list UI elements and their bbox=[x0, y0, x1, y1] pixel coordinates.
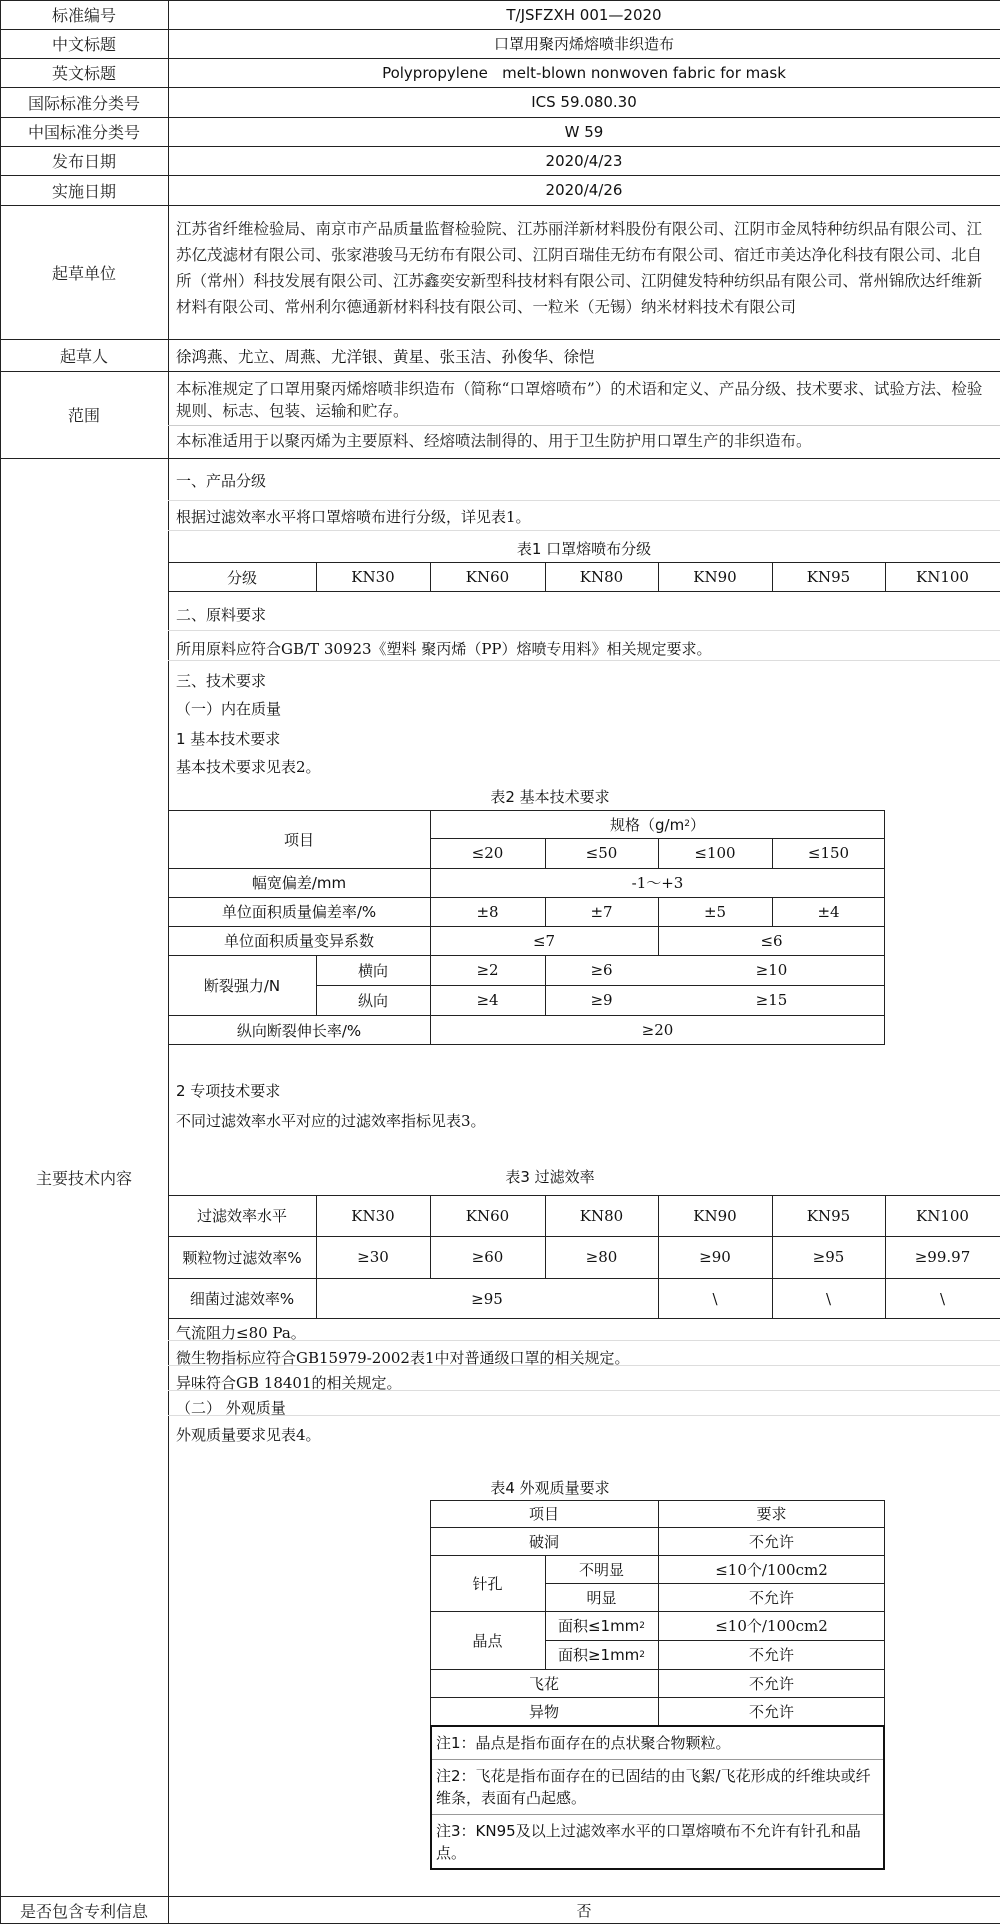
table-3-cell: KN60 bbox=[465, 1206, 510, 1225]
meta-value-english-title: Polypropylene melt-blown nonwoven fabric for mask bbox=[382, 63, 786, 82]
section-3-2-heading: （二） 外观质量 bbox=[176, 1399, 286, 1417]
air-resistance-text: 气流阻力≤80 Pa。 bbox=[176, 1324, 306, 1342]
table-3-cell: ≥95 bbox=[471, 1289, 503, 1308]
table-2-spec-end: ） bbox=[689, 815, 705, 834]
table-2-cell: ≥20 bbox=[641, 1021, 674, 1039]
scope-paragraph-2: 本标准适用于以聚丙烯为主要原料、经熔喷法制得的、用于卫生防护用口罩生产的非织造布。 bbox=[176, 432, 812, 450]
meta-value-standard-number: T/JSFZXH 001—2020 bbox=[506, 5, 662, 24]
section-1-text: 根据过滤效率水平将口罩熔喷布进行分级，详见表1。 bbox=[176, 508, 531, 526]
table-3-cell: 颗粒物过滤效率% bbox=[182, 1248, 302, 1267]
meta-label-publish-date: 发布日期 bbox=[51, 152, 116, 171]
meta-label-ics: 国际标准分类号 bbox=[27, 93, 140, 113]
table-2-cell: ≥15 bbox=[755, 991, 788, 1009]
drafters-text: 徐鸿燕、尤立、周燕、尤洋银、黄星、张玉洁、孙俊华、徐恺 bbox=[176, 348, 595, 366]
table-3-cell: ≥90 bbox=[699, 1248, 731, 1266]
table-3-cell: KN95 bbox=[806, 1206, 851, 1225]
table-4-sup: 2 bbox=[639, 1649, 646, 1660]
table-4-cell: 不明显 bbox=[578, 1560, 624, 1579]
table-3-title: 表3 过滤效率 bbox=[505, 1167, 595, 1186]
table-4-title: 表4 外观质量要求 bbox=[490, 1478, 610, 1497]
meta-value-ccs: W 59 bbox=[564, 122, 604, 141]
table-3-cell: \ bbox=[825, 1289, 832, 1308]
table-3-cell: KN90 bbox=[693, 1206, 737, 1225]
table-4-cell: 不允许 bbox=[748, 1532, 794, 1551]
table-2-cell: ≤7 bbox=[532, 931, 556, 950]
table-4-cell: ≤10个/100cm2 bbox=[715, 1560, 828, 1579]
section-3-1-1-heading: 1 基本技术要求 bbox=[176, 730, 281, 748]
table-4-cell: 晶点 bbox=[472, 1631, 503, 1650]
table-1-cell: KN80 bbox=[579, 568, 624, 586]
table-2-col: ≤20 bbox=[471, 844, 504, 862]
table-2-cell: ±7 bbox=[590, 902, 613, 921]
table-4-cell bbox=[545, 1640, 658, 1669]
table-4-note-1: 注1：晶点是指布面存在的点状聚合物颗粒。 bbox=[436, 1734, 731, 1752]
table-3-cell: 细菌过滤效率% bbox=[189, 1290, 295, 1308]
table-2-cell: ≥6 bbox=[590, 961, 613, 979]
table-2-cell: ≥10 bbox=[755, 961, 788, 979]
patent-value: 否 bbox=[576, 1901, 592, 1920]
table-2-cell: ±4 bbox=[817, 902, 840, 921]
meta-value-ics: ICS 59.080.30 bbox=[531, 93, 637, 111]
table-2-row-label: 单位面积质量偏差率/% bbox=[221, 903, 377, 921]
table-2-cell: ≥2 bbox=[476, 961, 499, 979]
table-1-cell: KN30 bbox=[351, 568, 395, 586]
table-1-cell: KN100 bbox=[916, 568, 969, 586]
table-2-cell: -1～+3 bbox=[631, 874, 684, 892]
patent-label: 是否包含专利信息 bbox=[19, 1901, 148, 1921]
section-3-heading: 三、技术要求 bbox=[176, 672, 267, 690]
table-2-row-label: 纵向断裂伸长率/% bbox=[236, 1021, 362, 1040]
table-2-col: ≤50 bbox=[585, 844, 618, 862]
table-3-cell: KN80 bbox=[579, 1206, 624, 1225]
microbial-text: 微生物指标应符合GB15979-2002表1中对普通级口罩的相关规定。 bbox=[176, 1349, 630, 1367]
section-3-1-2-text: 不同过滤效率水平对应的过滤效率指标见表3。 bbox=[176, 1112, 486, 1130]
table-4-crystal-a: 面积≤1mm bbox=[557, 1617, 640, 1635]
section-3-1-heading: （一）内在质量 bbox=[176, 700, 282, 718]
table-4-cell bbox=[545, 1611, 658, 1640]
table-3-cell: KN100 bbox=[916, 1206, 969, 1225]
meta-label-english-title: 英文标题 bbox=[51, 64, 116, 83]
table-2-item-header: 项目 bbox=[283, 830, 314, 849]
table-2-cell: ≤6 bbox=[760, 931, 783, 950]
meta-label-standard-number: 标准编号 bbox=[51, 6, 116, 25]
table-4-cell: 异物 bbox=[528, 1702, 559, 1721]
meta-label-ccs: 中国标准分类号 bbox=[27, 123, 140, 142]
table-3-cell: ≥60 bbox=[471, 1248, 504, 1266]
table-3-cell: \ bbox=[712, 1289, 718, 1308]
table-4-cell: 不允许 bbox=[748, 1588, 794, 1607]
table-2-spec-header bbox=[430, 810, 885, 838]
table-4-item-header: 项目 bbox=[528, 1505, 559, 1523]
table-4-cell: 不允许 bbox=[748, 1702, 794, 1721]
table-4-cell: 破洞 bbox=[528, 1532, 559, 1551]
table-3-cell: ≥99.97 bbox=[914, 1248, 971, 1266]
table-3-cell: ≥80 bbox=[585, 1248, 618, 1266]
table-1-cell: 分级 bbox=[226, 568, 257, 587]
table-3-cell: 过滤效率水平 bbox=[196, 1207, 287, 1225]
drafters-label: 起草人 bbox=[59, 346, 108, 366]
meta-value-chinese-title: 口罩用聚丙烯熔喷非织造布 bbox=[493, 35, 674, 53]
meta-label-effective-date: 实施日期 bbox=[51, 181, 116, 201]
table-4-cell: ≤10个/100cm2 bbox=[715, 1617, 828, 1635]
table-2-row-label: 断裂强力/N bbox=[203, 976, 281, 995]
table-4-cell: 针孔 bbox=[472, 1574, 503, 1593]
table-3-cell: ≥30 bbox=[357, 1248, 389, 1266]
table-2-spec-text: 规格（g/m bbox=[610, 815, 685, 834]
table-4-sup: 2 bbox=[639, 1620, 646, 1631]
table-2-sub-label: 横向 bbox=[357, 961, 388, 980]
table-2-cell: ±5 bbox=[703, 902, 727, 921]
table-1-cell: KN90 bbox=[693, 568, 737, 586]
table-2-col: ≤150 bbox=[807, 844, 850, 862]
table-2-cell: ≥4 bbox=[476, 991, 499, 1009]
table-2-cell: ±8 bbox=[476, 902, 499, 921]
section-3-2-text: 外观质量要求见表4。 bbox=[176, 1426, 321, 1444]
table-4-req-header: 要求 bbox=[756, 1505, 787, 1523]
table-4-cell: 明显 bbox=[586, 1588, 617, 1607]
scope-label: 范围 bbox=[67, 406, 100, 425]
table-1-title: 表1 口罩熔喷布分级 bbox=[516, 539, 652, 558]
table-4-cell: 不允许 bbox=[748, 1646, 794, 1664]
table-4-crystal-b: 面积≥1mm bbox=[557, 1646, 640, 1664]
table-3-cell: KN30 bbox=[351, 1206, 395, 1225]
odor-text: 异味符合GB 18401的相关规定。 bbox=[176, 1374, 402, 1392]
table-2-col: ≤100 bbox=[694, 844, 736, 862]
table-2-row-label: 单位面积质量变异系数 bbox=[223, 932, 374, 950]
scope-paragraph-1: 本标准规定了口罩用聚丙烯熔喷非织造布（简称“口罩熔喷布”）的术语和定义、产品分级、技术要求、试验方法、检验规则、标志、包装、运输和贮存。 bbox=[176, 380, 983, 420]
table-3-cell: \ bbox=[939, 1289, 946, 1308]
table-4-note-2: 注2：飞花是指布面存在的已固结的由飞絮/飞花形成的纤维块或纤维条，表面有凸起感。 bbox=[436, 1767, 871, 1807]
meta-value-publish-date: 2020/4/23 bbox=[545, 151, 623, 170]
table-2-row-label: 幅宽偏差/mm bbox=[251, 874, 347, 892]
section-2-text: 所用原料应符合GB/T 30923《塑料 聚丙烯（PP）熔喷专用料》相关规定要求。 bbox=[176, 640, 712, 658]
drafting-units-label: 起草单位 bbox=[51, 263, 116, 283]
table-2-cell: ≥9 bbox=[590, 991, 613, 1009]
meta-label-chinese-title: 中文标题 bbox=[51, 35, 116, 54]
drafting-units-text: 江苏省纤维检验局、南京市产品质量监督检验院、江苏丽洋新材料股份有限公司、江阴市金凤特种纺织品有限公司、江苏亿茂滤材有限公司、张家港骏马无纺布有限公司、江阴百瑞佳无纺布有限公司、宿迁市美达净化科技有限公司、北自所（常州）科技发展有限公司、江苏鑫奕安新型科技材料有限公司、江阴健发特种纺织品有限公司、常州锦欣达纤维新材料有限公司、常州利尔德通新材料科技有限公司、一粒米（无锡）纳米材料技术有限公司 bbox=[176, 220, 983, 316]
section-3-1-1-text: 基本技术要求见表2。 bbox=[176, 758, 321, 776]
section-3-1-2-heading: 2 专项技术要求 bbox=[176, 1082, 281, 1100]
section-2-heading: 二、原料要求 bbox=[176, 606, 267, 624]
main-content-label: 主要技术内容 bbox=[35, 1168, 132, 1188]
table-1-cell: KN95 bbox=[806, 568, 851, 586]
table-3-cell: ≥95 bbox=[812, 1248, 845, 1266]
table-2-title: 表2 基本技术要求 bbox=[490, 787, 610, 806]
meta-value-effective-date: 2020/4/26 bbox=[545, 181, 623, 199]
table-2-sub-label: 纵向 bbox=[357, 991, 388, 1010]
table-4-note-3: 注3：KN95及以上过滤效率水平的口罩熔喷布不允许有针孔和晶点。 bbox=[436, 1822, 861, 1862]
table-1-cell: KN60 bbox=[465, 568, 510, 586]
section-1-heading: 一、产品分级 bbox=[176, 472, 267, 490]
table-4-cell: 不允许 bbox=[748, 1674, 794, 1693]
table-4-cell: 飞花 bbox=[528, 1674, 559, 1693]
table-2-spec-sup: 2 bbox=[684, 819, 690, 829]
